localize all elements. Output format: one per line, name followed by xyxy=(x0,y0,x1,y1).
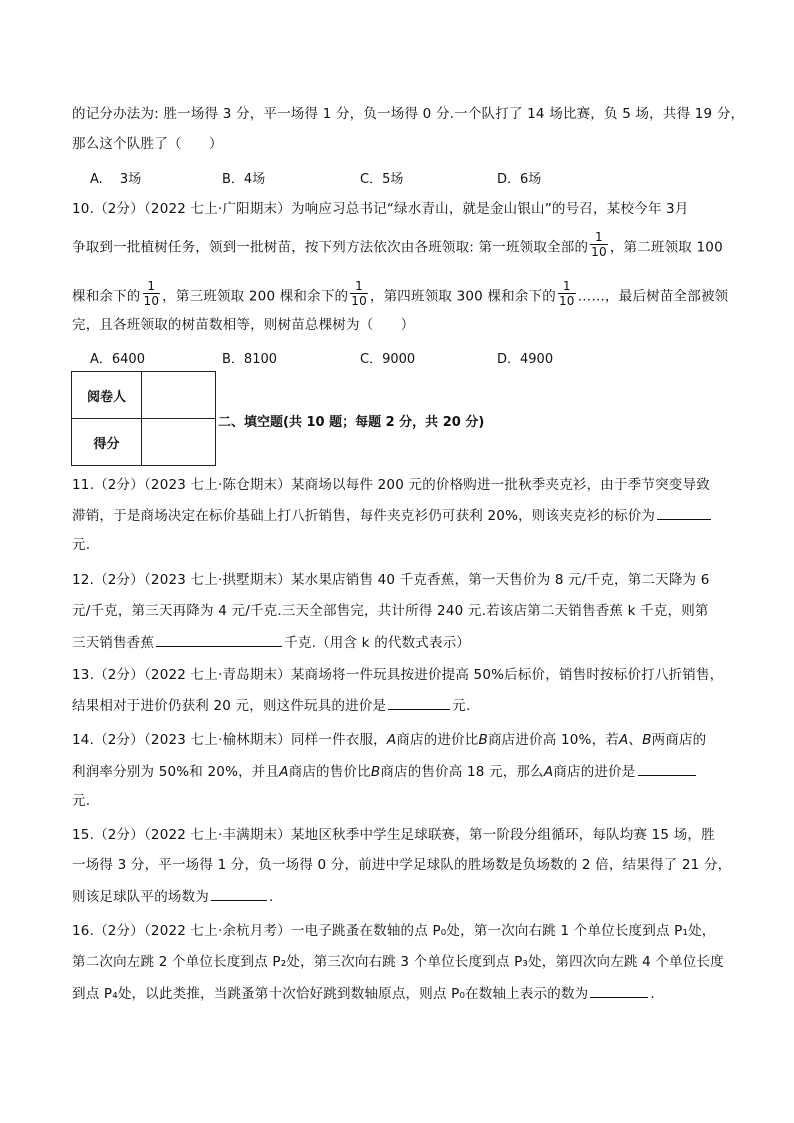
q13-line-2 xyxy=(72,695,470,716)
q14-store-a: A xyxy=(543,764,554,780)
q14-line-1-text-b: 商店的进价比 xyxy=(396,732,479,748)
q14-line-2-text-a: 利润率分别为 50%和 20%，并且 xyxy=(72,764,280,780)
fraction-numerator: 1 xyxy=(562,279,571,293)
q15-line-2: 一场得 3 分，平一场得 1 分，负一场得 0 分，前进中学足球队的胜场数是负场数的 2 倍，结果得了 21 分， xyxy=(72,857,732,873)
q10-option-b: B．8100 xyxy=(222,352,278,367)
q14-store-b: B xyxy=(478,732,488,748)
q9-option-a: A. 3场 xyxy=(90,172,142,187)
q15-line-3-text-b: . xyxy=(269,889,274,905)
q14-line-3: 元. xyxy=(72,793,91,809)
q14-store-a: A xyxy=(386,732,397,748)
q10-option-c: C．9000 xyxy=(360,352,416,367)
q10-fraction-4 xyxy=(558,279,576,308)
q14-line-1-text-c: 商店进价高 10%，若 xyxy=(487,732,619,748)
q13-line-1: 13.（2分）（2022 七上·青岛期末）某商场将一件玩具按进价提高 50%后标价，销售时按标价打八折销售， xyxy=(72,667,724,683)
score-row xyxy=(72,419,215,465)
q10-line-3 xyxy=(72,279,729,311)
fraction-denominator: 10 xyxy=(351,294,367,308)
q13-line-2-text-b: 元. xyxy=(452,698,471,714)
fraction-denominator: 10 xyxy=(558,294,575,308)
q10-fraction-1 xyxy=(590,230,608,259)
q9-option-d: D．6场 xyxy=(497,172,542,187)
q9-line-1: 的记分办法为: 胜一场得 3 分，平一场得 1 分，负一场得 0 分.一个队打了 14 场比赛，负 5 场，共得 19 分， xyxy=(72,106,745,122)
q14-line-1-text-e: 两商店的 xyxy=(651,732,707,748)
q13-line-2-text-a: 结果相对于进价仍获利 20 元，则这件玩具的进价是 xyxy=(72,698,387,714)
q10-line-4: 完，且各班领取的树苗数相等，则树苗总棵树为（ ） xyxy=(72,317,415,333)
reviewer-label: 阅卷人 xyxy=(72,372,142,418)
q16-line-3 xyxy=(72,983,655,1004)
q11-line-2 xyxy=(72,505,713,526)
q10-line-3-text-b: ，第三班领取 200 棵和余下的 xyxy=(162,288,349,305)
q15-line-3 xyxy=(72,886,274,907)
q12-line-2: 元/千克，第三天再降为 4 元/千克.三天全部售完，共计所得 240 元.若该店第二天销售香蕉 k 千克，则第 xyxy=(72,603,709,619)
q16-line-2: 第二次向左跳 2 个单位长度到点 P₂处，第三次向右跳 3 个单位长度到点 P₃处，第四次向左跳 4 个单位长度 xyxy=(72,954,724,970)
reviewer-row xyxy=(72,372,215,419)
q12-line-3-text-b: 千克.（用含 k 的代数式表示） xyxy=(284,635,471,651)
answer-blank[interactable] xyxy=(211,886,267,901)
q10-fraction-2 xyxy=(143,279,161,308)
q16-line-1: 16.（2分）（2022 七上·余杭月考）一电子跳蚤在数轴的点 P₀处，第一次向右跳 1 个单位长度到点 P₁处， xyxy=(72,923,716,939)
q14-line-1-text-d: 、 xyxy=(628,732,643,748)
q14-store-b: B xyxy=(370,764,381,780)
q10-line-1: 10.（2分）（2022 七上·广阳期末）为响应习总书记“绿水青山，就是金山银山”的号召，某校今年 3月 xyxy=(72,201,689,217)
q15-line-3-text-a: 则该足球队平的场数为 xyxy=(72,889,209,905)
q12-line-3-text-a: 三天销售香蕉 xyxy=(72,635,155,651)
q14-line-1-text-a: 14.（2分）（2023 七上·榆林期末）同样一件衣服， xyxy=(72,732,387,748)
q10-option-d: D．4900 xyxy=(497,352,554,367)
score-table xyxy=(71,371,216,466)
q10-line-2 xyxy=(72,230,723,262)
q14-line-2-text-c: 商店的售价高 18 元，那么 xyxy=(380,764,544,780)
fraction-numerator: 1 xyxy=(147,279,156,293)
q10-line-3-text-a: 棵和余下的 xyxy=(72,288,141,305)
q15-line-1: 15.（2分）（2022 七上·丰满期末）某地区秋季中学生足球联赛，第一阶段分组循环，每队均赛 15 场，胜 xyxy=(72,827,715,843)
answer-blank[interactable] xyxy=(638,761,696,776)
fraction-denominator: 10 xyxy=(143,294,160,308)
q11-line-3: 元. xyxy=(72,537,91,553)
fraction-numerator: 1 xyxy=(355,279,363,293)
q10-line-3-text-c: ，第四班领取 300 棵和余下的 xyxy=(369,288,556,305)
q12-line-1: 12.（2分）（2023 七上·拱墅期末）某水果店销售 40 千克香蕉，第一天售价为 8 元/千克，第二天降为 6 xyxy=(72,572,710,588)
answer-blank[interactable] xyxy=(156,632,282,647)
q14-line-2-text-b: 商店的售价比 xyxy=(288,764,371,780)
q14-line-2-text-d: 商店的进价是 xyxy=(553,764,636,780)
answer-blank[interactable] xyxy=(388,695,450,710)
score-cell xyxy=(142,419,215,465)
q14-store-a: A xyxy=(279,764,289,780)
answer-blank[interactable] xyxy=(657,505,711,520)
q9-line-2: 那么这个队胜了（ ） xyxy=(72,136,223,152)
section-2-title: 二、填空题(共 10 题；每题 2 分，共 20 分) xyxy=(218,415,485,430)
q10-line-2-text-a: 争取到一批植树任务，领到一批树苗，按下列方法依次由各班领取: 第一班领取全部的 xyxy=(72,239,589,256)
q12-line-3 xyxy=(72,632,470,653)
score-label: 得分 xyxy=(72,419,142,465)
fraction-denominator: 10 xyxy=(591,245,607,259)
q9-option-c: C．5场 xyxy=(360,172,404,187)
q11-line-2-text: 滞销，于是商场决定在标价基础上打八折销售，每件夹克衫仍可获利 20%，则该夹克衫的标价为 xyxy=(72,508,656,524)
q14-line-1 xyxy=(72,730,706,750)
q10-line-2-text-b: ，第二班领取 100 xyxy=(609,239,723,256)
q9-option-b: B．4场 xyxy=(222,172,266,187)
reviewer-cell xyxy=(142,372,215,418)
answer-blank[interactable] xyxy=(590,983,648,998)
q14-line-2 xyxy=(72,761,698,782)
q10-line-3-text-d: ……，最后树苗全部被领 xyxy=(577,288,729,305)
q10-option-a: A．6400 xyxy=(90,352,145,367)
fraction-numerator: 1 xyxy=(595,230,603,244)
q10-fraction-3 xyxy=(350,279,368,308)
q14-store-b: B xyxy=(642,732,652,748)
q14-store-a: A xyxy=(618,732,629,748)
q11-line-1: 11.（2分）（2023 七上·陈仓期末）某商场以每件 200 元的价格购进一批秋季夹克衫，由于季节突变导致 xyxy=(72,477,710,493)
q16-line-3-text-a: 到点 P₄处，以此类推，当跳蚤第十次恰好跳到数轴原点，则点 P₀在数轴上表示的数为 xyxy=(72,986,589,1002)
q16-line-3-text-b: . xyxy=(650,986,655,1002)
